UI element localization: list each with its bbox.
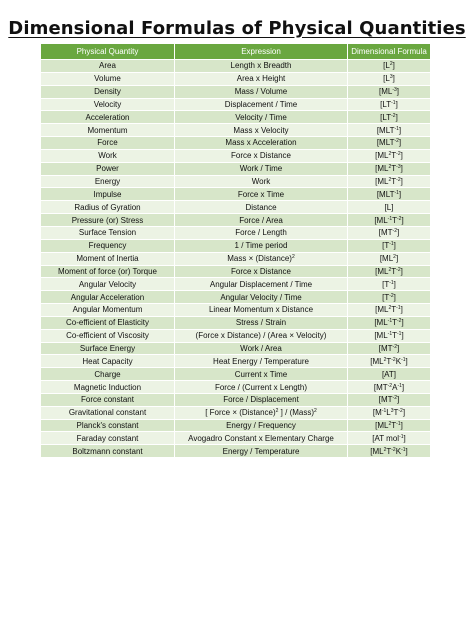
expression-cell: 1 / Time period <box>175 239 348 252</box>
expression-cell: Mass / Volume <box>175 85 348 98</box>
formula-cell: $[L^3]$ <box>348 72 431 85</box>
formula-cell: $[ML^2]$ <box>348 252 431 265</box>
quantity-cell: Angular Velocity <box>41 278 175 291</box>
quantity-cell: Density <box>41 85 175 98</box>
column-header-expression: Expression <box>175 44 348 60</box>
quantity-cell: Moment of force (or) Torque <box>41 265 175 278</box>
formula-cell: $[T^{-2}]$ <box>348 291 431 304</box>
page-title: Dimensional Formulas of Physical Quantities <box>8 18 466 39</box>
quantity-cell: Heat Capacity <box>41 355 175 368</box>
quantity-cell: Gravitational constant <box>41 406 175 419</box>
expression-cell: Force x Time <box>175 188 348 201</box>
table-row <box>41 214 431 227</box>
table-row <box>41 201 431 214</box>
quantity-cell: Angular Acceleration <box>41 291 175 304</box>
column-header-quantity: Physical Quantity <box>41 44 175 60</box>
quantity-cell: Co-efficient of Elasticity <box>41 316 175 329</box>
formula-cell: $[ML^{-1}T^{-2}]$ <box>348 214 431 227</box>
formula-cell: $[ML^2T^{-2}]$ <box>348 265 431 278</box>
table-row <box>41 149 431 162</box>
table-header-row <box>41 44 431 60</box>
expression-cell: Area x Height <box>175 72 348 85</box>
table-row <box>41 419 431 432</box>
table-row <box>41 188 431 201</box>
expression-cell: Stress / Strain <box>175 316 348 329</box>
expression-cell: Heat Energy / Temperature <box>175 355 348 368</box>
formula-cell: $[ML^{-1}T^{-2}]$ <box>348 316 431 329</box>
expression-cell: Work <box>175 175 348 188</box>
table-row <box>41 278 431 291</box>
expression-cell: Angular Velocity / Time <box>175 291 348 304</box>
table-row <box>41 72 431 85</box>
expression-cell: Work / Area <box>175 342 348 355</box>
quantity-cell: Energy <box>41 175 175 188</box>
table-row <box>41 175 431 188</box>
expression-cell: Energy / Frequency <box>175 419 348 432</box>
quantity-cell: Area <box>41 60 175 73</box>
table-row <box>41 252 431 265</box>
table-row <box>41 137 431 150</box>
table-row <box>41 316 431 329</box>
formula-cell: $[ML^2T^{-1}]$ <box>348 419 431 432</box>
formula-cell: $[MLT^{-2}]$ <box>348 137 431 150</box>
expression-cell: Angular Displacement / Time <box>175 278 348 291</box>
dimensional-formula-table <box>40 43 431 458</box>
formula-cell: $[ML^2T^{-2}K^{-1}]$ <box>348 355 431 368</box>
formula-cell: $[ML^2T^{-3}]$ <box>348 162 431 175</box>
expression-cell: Velocity / Time <box>175 111 348 124</box>
expression-cell: Current x Time <box>175 368 348 381</box>
quantity-cell: Charge <box>41 368 175 381</box>
expression-cell: Force x Distance <box>175 265 348 278</box>
formula-cell: $[LT^{-2}]$ <box>348 111 431 124</box>
formula-cell: $[T^{-1}]$ <box>348 239 431 252</box>
table-row <box>41 162 431 175</box>
quantity-cell: Force <box>41 137 175 150</box>
quantity-cell: Magnetic Induction <box>41 381 175 394</box>
formula-cell: $[MT^{-2}]$ <box>348 342 431 355</box>
quantity-cell: Impulse <box>41 188 175 201</box>
quantity-cell: Radius of Gyration <box>41 201 175 214</box>
table-row <box>41 265 431 278</box>
quantity-cell: Boltzmann constant <box>41 445 175 458</box>
quantity-cell: Pressure (or) Stress <box>41 214 175 227</box>
quantity-cell: Velocity <box>41 98 175 111</box>
table-row <box>41 226 431 239</box>
formula-cell: $[ML^2T^{-2}]$ <box>348 175 431 188</box>
quantity-cell: Faraday constant <box>41 432 175 445</box>
table-row <box>41 60 431 73</box>
table-row <box>41 98 431 111</box>
table-row <box>41 355 431 368</box>
formula-cell: [AT] <box>348 368 431 381</box>
table-row <box>41 111 431 124</box>
expression-cell: Displacement / Time <box>175 98 348 111</box>
table-row <box>41 393 431 406</box>
table-row <box>41 239 431 252</box>
expression-cell: Energy / Temperature <box>175 445 348 458</box>
formula-cell: $[M^{-1}L^3T^{-2}]$ <box>348 406 431 419</box>
quantity-cell: Planck's constant <box>41 419 175 432</box>
formula-cell: $[ML^{-1}T^{-1}]$ <box>348 329 431 342</box>
expression-cell: Distance <box>175 201 348 214</box>
formula-cell: [AT mol$^{-1}$] <box>348 432 431 445</box>
table-body <box>41 60 431 458</box>
formula-cell: [L] <box>348 201 431 214</box>
expression-cell: Avogadro Constant x Elementary Charge <box>175 432 348 445</box>
formula-cell: $[MT^{-2}]$ <box>348 226 431 239</box>
quantity-cell: Volume <box>41 72 175 85</box>
formula-cell: $[ML^2T^{-1}]$ <box>348 304 431 317</box>
formula-cell: $[MLT^{-1}]$ <box>348 124 431 137</box>
table-row <box>41 291 431 304</box>
quantity-cell: Work <box>41 149 175 162</box>
formula-cell: $[MT^{-2}A^{-1}]$ <box>348 381 431 394</box>
formula-cell: $[L^2]$ <box>348 60 431 73</box>
formula-cell: $[ML^{-3}]$ <box>348 85 431 98</box>
formula-cell: $[T^{-1}]$ <box>348 278 431 291</box>
formula-cell: $[ML^2T^{-2}K^{-1}]$ <box>348 445 431 458</box>
formula-cell: $[ML^2T^{-2}]$ <box>348 149 431 162</box>
expression-cell: Mass x Velocity <box>175 124 348 137</box>
expression-cell: Force x Distance <box>175 149 348 162</box>
table-row <box>41 85 431 98</box>
expression-cell: Mass x Acceleration <box>175 137 348 150</box>
table-row <box>41 432 431 445</box>
expression-cell: Linear Momentum x Distance <box>175 304 348 317</box>
expression-cell: Length x Breadth <box>175 60 348 73</box>
table-row <box>41 381 431 394</box>
table-row <box>41 342 431 355</box>
quantity-cell: Surface Tension <box>41 226 175 239</box>
quantity-cell: Co-efficient of Viscosity <box>41 329 175 342</box>
table-row <box>41 329 431 342</box>
quantity-cell: Momentum <box>41 124 175 137</box>
expression-cell: Force / (Current x Length) <box>175 381 348 394</box>
quantity-cell: Angular Momentum <box>41 304 175 317</box>
formula-cell: $[MT^{-2}]$ <box>348 393 431 406</box>
formula-cell: $[MLT^{-1}]$ <box>348 188 431 201</box>
quantity-cell: Power <box>41 162 175 175</box>
table-row <box>41 445 431 458</box>
table-row <box>41 368 431 381</box>
expression-cell: Force / Area <box>175 214 348 227</box>
quantity-cell: Frequency <box>41 239 175 252</box>
expression-cell: (Force x Distance) / (Area × Velocity) <box>175 329 348 342</box>
quantity-cell: Surface Energy <box>41 342 175 355</box>
expression-cell: [ Force × (Distance)$^2$ ] / (Mass)$^2$ <box>175 406 348 419</box>
quantity-cell: Acceleration <box>41 111 175 124</box>
table-row <box>41 304 431 317</box>
expression-cell: Force / Length <box>175 226 348 239</box>
expression-cell: Work / Time <box>175 162 348 175</box>
quantity-cell: Moment of Inertia <box>41 252 175 265</box>
expression-cell: Force / Displacement <box>175 393 348 406</box>
column-header-formula: Dimensional Formula <box>348 44 431 60</box>
quantity-cell: Force constant <box>41 393 175 406</box>
formula-cell: $[LT^{-1}]$ <box>348 98 431 111</box>
table-row <box>41 406 431 419</box>
expression-cell: Mass × (Distance)$^2$ <box>175 252 348 265</box>
table-row <box>41 124 431 137</box>
